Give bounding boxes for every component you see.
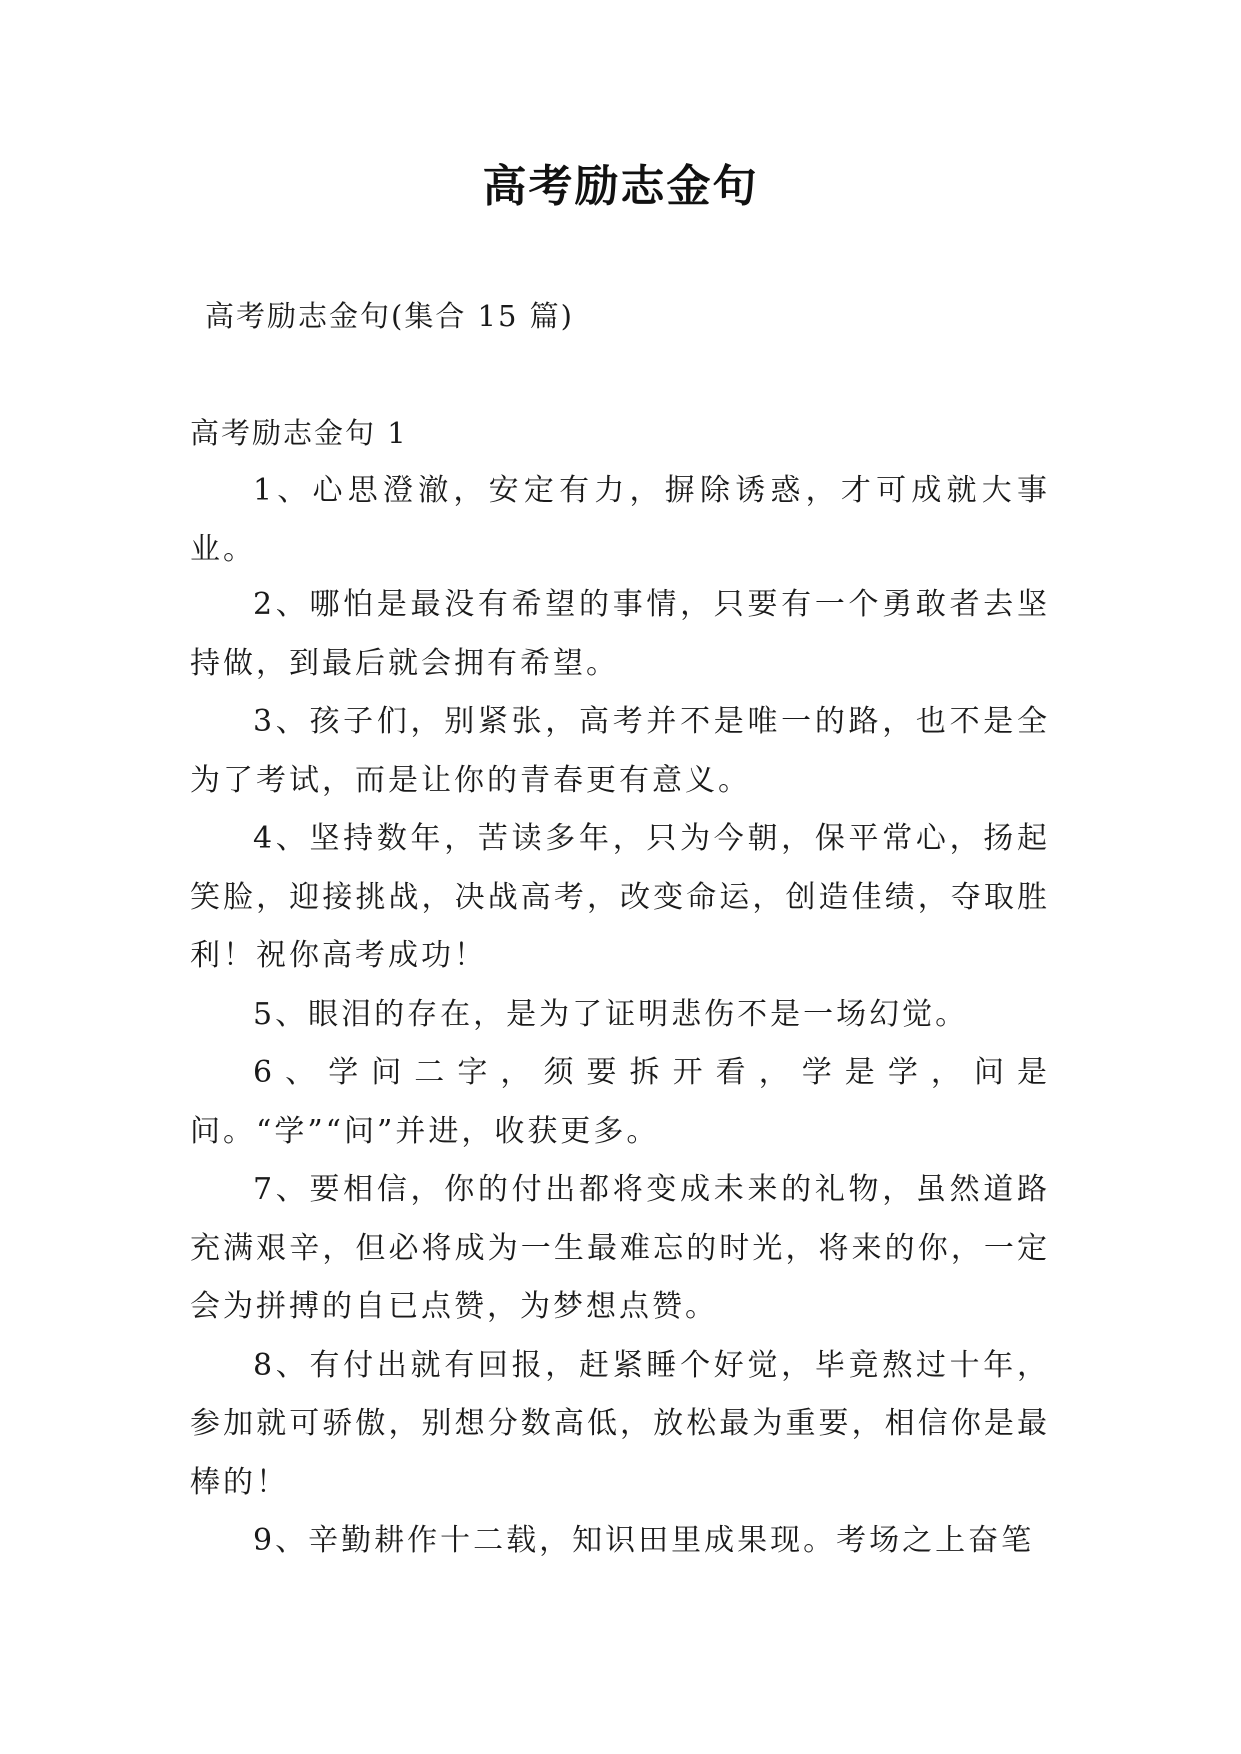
- list-item: 7、要相信，你的付出都将变成未来的礼物，虽然道路充满艰辛，但必将成为一生最难忘的时光，将来的你，一定会为拼搏的自已点赞，为梦想点赞。: [190, 1172, 1050, 1324]
- first-item-block: [190, 462, 1050, 579]
- items-block: [190, 576, 1050, 1571]
- list-item: 5、眼泪的存在，是为了证明悲伤不是一场幻觉。: [253, 996, 969, 1032]
- list-item: 3、孩子们，别紧张，高考并不是唯一的路，也不是全为了考试，而是让你的青春更有意义。: [190, 704, 1050, 798]
- section-heading: 高考励志金句 1: [190, 416, 408, 450]
- document-subtitle: 高考励志金句(集合 15 篇): [205, 299, 574, 333]
- list-item: 9、辛勤耕作十二载，知识田里成果现。考场之上奋笔: [253, 1523, 1035, 1558]
- list-item: 2、哪怕是最没有希望的事情，只要有一个勇敢者去坚持做，到最后就会拥有希望。: [190, 587, 1050, 681]
- list-item: 6、学问二字，须要拆开看，学是学，问是问。“学”“问”并进，收获更多。: [190, 1055, 1050, 1149]
- list-item: 4、坚持数年，苦读多年，只为今朝，保平常心，扬起笑脸，迎接挑战，决战高考，改变命运，创造佳绩，夺取胜利！祝你高考成功！: [190, 821, 1050, 973]
- document-title: 高考励志金句: [482, 161, 759, 212]
- list-item: 8、有付出就有回报，赶紧睡个好觉，毕竟熬过十年，参加就可骄傲，别想分数高低，放松最为重要，相信你是最棒的！: [190, 1347, 1050, 1500]
- list-item: 1、心思澄澈，安定有力，摒除诱惑，才可成就大事业。: [190, 473, 1050, 567]
